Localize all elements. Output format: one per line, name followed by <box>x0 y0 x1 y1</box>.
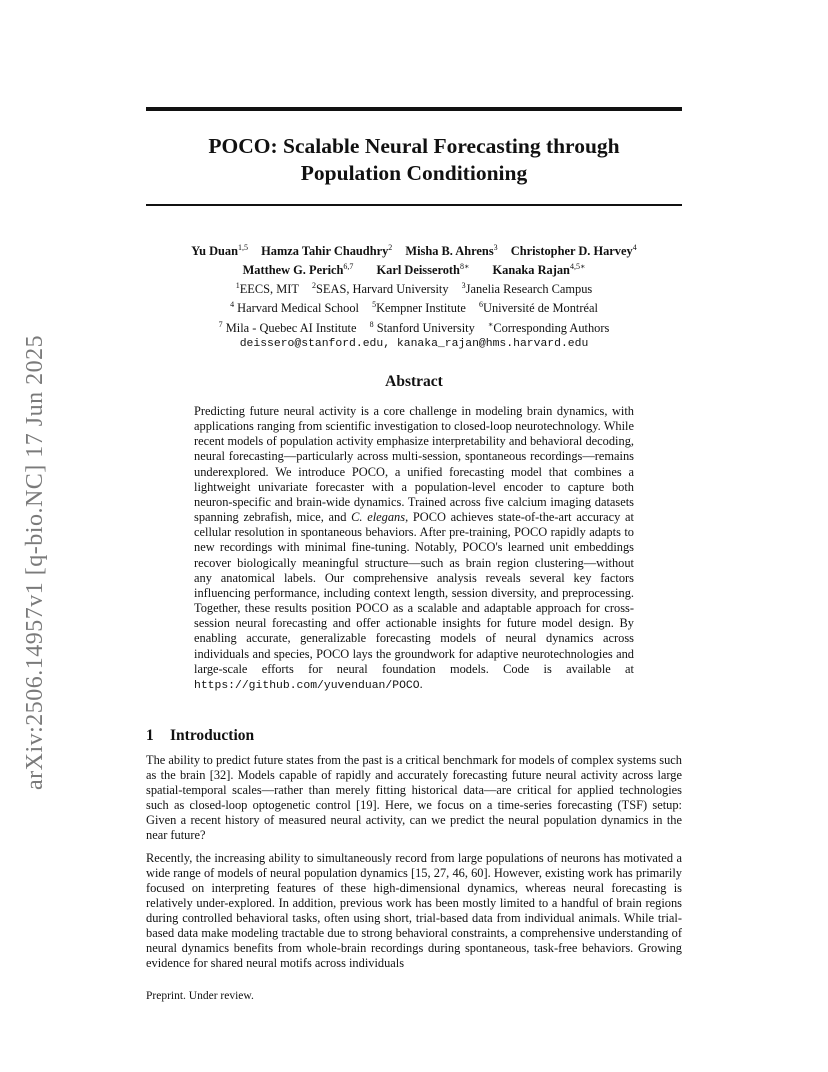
affiliation: Stanford University <box>373 320 475 335</box>
affiliation: Janelia Research Campus <box>465 282 593 297</box>
abstract-end: . <box>419 676 423 691</box>
abstract-body-1: Predicting future neural activity is a core challenge in modeling brain dynamics, with applications ranging from scientific investigation to closed-loop neurotechnology. While recent models of population activity emphasize interpretability and behavioral decoding, neural forecasting—particularly across multi-session, spontaneous recordings—remains underexplored. We introduce POCO, a unified forecasting model that combines a lightweight univariate forecaster with a population-level encoder to capture both neuron-specific and brain-wide dynamics. Trained across five calcium imaging datasets spanning zebrafish, mice, and <box>194 404 634 525</box>
author-block <box>146 240 682 352</box>
author-line-1 <box>146 240 682 259</box>
author-name: Christopher D. Harvey <box>510 244 633 259</box>
code-url-link[interactable]: https://github.com/yuvenduan/POCO <box>194 679 420 692</box>
affiliation: Harvard Medical School <box>234 301 359 316</box>
intro-paragraph-1: The ability to predict future states from the past is a critical benchmark for models of complex systems such as the brain [32]. Models capable of rapidly and accurately forecasting future neural activity across large spatial-temporal scales—rather than merely fitting historical data—are critical for applied technologies such as closed-loop optogenetic control [19]. Here, we focus on a time-series forecasting (TSF) setup: Given a recent history of measured neural activity, can we predict the neural population dynamics in the near future? <box>146 753 682 843</box>
author-name: Misha B. Ahrens <box>405 244 494 259</box>
affiliation: Kempner Institute <box>376 301 466 316</box>
abstract-italic-species: C. elegans <box>351 510 406 525</box>
author-name: Yu Duan <box>191 244 239 259</box>
author-name: Karl Deisseroth <box>376 263 460 278</box>
affil-sup: 4 <box>230 300 235 310</box>
author-name: Matthew G. Perich <box>242 263 344 278</box>
affiliation: Mila - Quebec AI Institute <box>222 320 357 335</box>
affil-sup: 2 <box>312 281 317 291</box>
affiliation: SEAS, Harvard University <box>316 282 449 297</box>
author-affil-sup: 1,5 <box>238 243 249 252</box>
intro-paragraph-2: Recently, the increasing ability to simultaneously record from large populations of neurons has motivated a wide range of models of neural population dynamics [15, 27, 46, 60]. However, existing work has primarily focused on interpreting features of these high-dimensional dynamics, whereas neural forecasting is relatively under-explored. In addition, previous work has been mostly limited to a handful of brain regions during controlled behavioral tasks, often using short, trial-based data from individual animals. While trial-based data make modeling tractable due to strong behavioral constraints, a comprehensive understanding of neural dynamics benefits from whole-brain recordings during spontaneous, task-free behaviors. Growing evidence for shared neural motifs across individuals <box>146 850 682 971</box>
author-affil-sup: 6,7 <box>343 262 354 272</box>
author-line-2 <box>146 259 682 278</box>
affil-sup: 3 <box>461 281 466 291</box>
affil-sup: 8 <box>369 319 374 329</box>
section-number: 1 <box>146 727 154 744</box>
affil-sup: 7 <box>218 319 223 329</box>
section-title: Introduction <box>170 727 255 744</box>
arxiv-identifier-stamp: arXiv:2506.14957v1 [q-bio.NC] 17 Jun 2025 <box>22 334 48 790</box>
title-line-2: Population Conditioning <box>300 161 528 185</box>
abstract-body-2: , POCO achieves state-of-the-art accuracy at cellular resolution in spontaneous behaviors. After pre-training, POCO rapidly adapts to new recordings with minimal fine-tuning. Notably, POCO's learned unit embeddings recover biologically meaningful structure—such as brain region clustering—without any anatomical labels. Our comprehensive analysis reveals several key factors influencing performance, including context length, session diversity, and preprocessing. Together, these results position POCO as a scalable and adaptable approach for cross-session neural forecasting and offer actionable insights for future model design. By enabling accurate, generalizable forecasting models of neural dynamics across individuals and species, POCO lays the groundwork for adaptive neurotechnologies and large-scale efforts for neural foundation models. Code is available at <box>194 510 634 676</box>
author-emails: deissero@stanford.edu, kanaka_rajan@hms.harvard.edu <box>239 337 589 350</box>
affiliation-line-1 <box>146 278 682 297</box>
title-rule-bottom <box>146 204 682 206</box>
affiliation: Corresponding Authors <box>493 320 610 335</box>
affiliation: EECS, MIT <box>239 282 299 297</box>
paper-title <box>146 133 682 187</box>
author-name: Hamza Tahir Chaudhry <box>261 244 389 259</box>
abstract-text <box>194 404 634 694</box>
author-name: Kanaka Rajan <box>492 263 570 278</box>
abstract-heading: Abstract <box>385 373 443 390</box>
affil-sup: 5 <box>372 300 377 310</box>
affil-sup: ∗ <box>487 319 494 329</box>
introduction-body <box>146 753 682 978</box>
page-footer: Preprint. Under review. <box>146 990 254 1002</box>
author-affil-sup: 8∗ <box>459 262 470 272</box>
author-affil-sup: 4,5∗ <box>569 262 586 272</box>
affiliation-line-3 <box>146 317 682 336</box>
affil-sup: 1 <box>235 281 240 291</box>
title-rule-top <box>146 107 682 111</box>
affil-sup: 6 <box>479 300 483 310</box>
author-affil-sup: 4 <box>632 243 637 252</box>
author-affil-sup: 2 <box>388 243 393 252</box>
author-affil-sup: 3 <box>493 243 498 252</box>
section-heading-introduction <box>146 727 254 745</box>
affiliation-line-2 <box>146 297 682 316</box>
title-line-1: POCO: Scalable Neural Forecasting through <box>208 134 620 158</box>
affiliation: Université de Montréal <box>483 301 598 316</box>
